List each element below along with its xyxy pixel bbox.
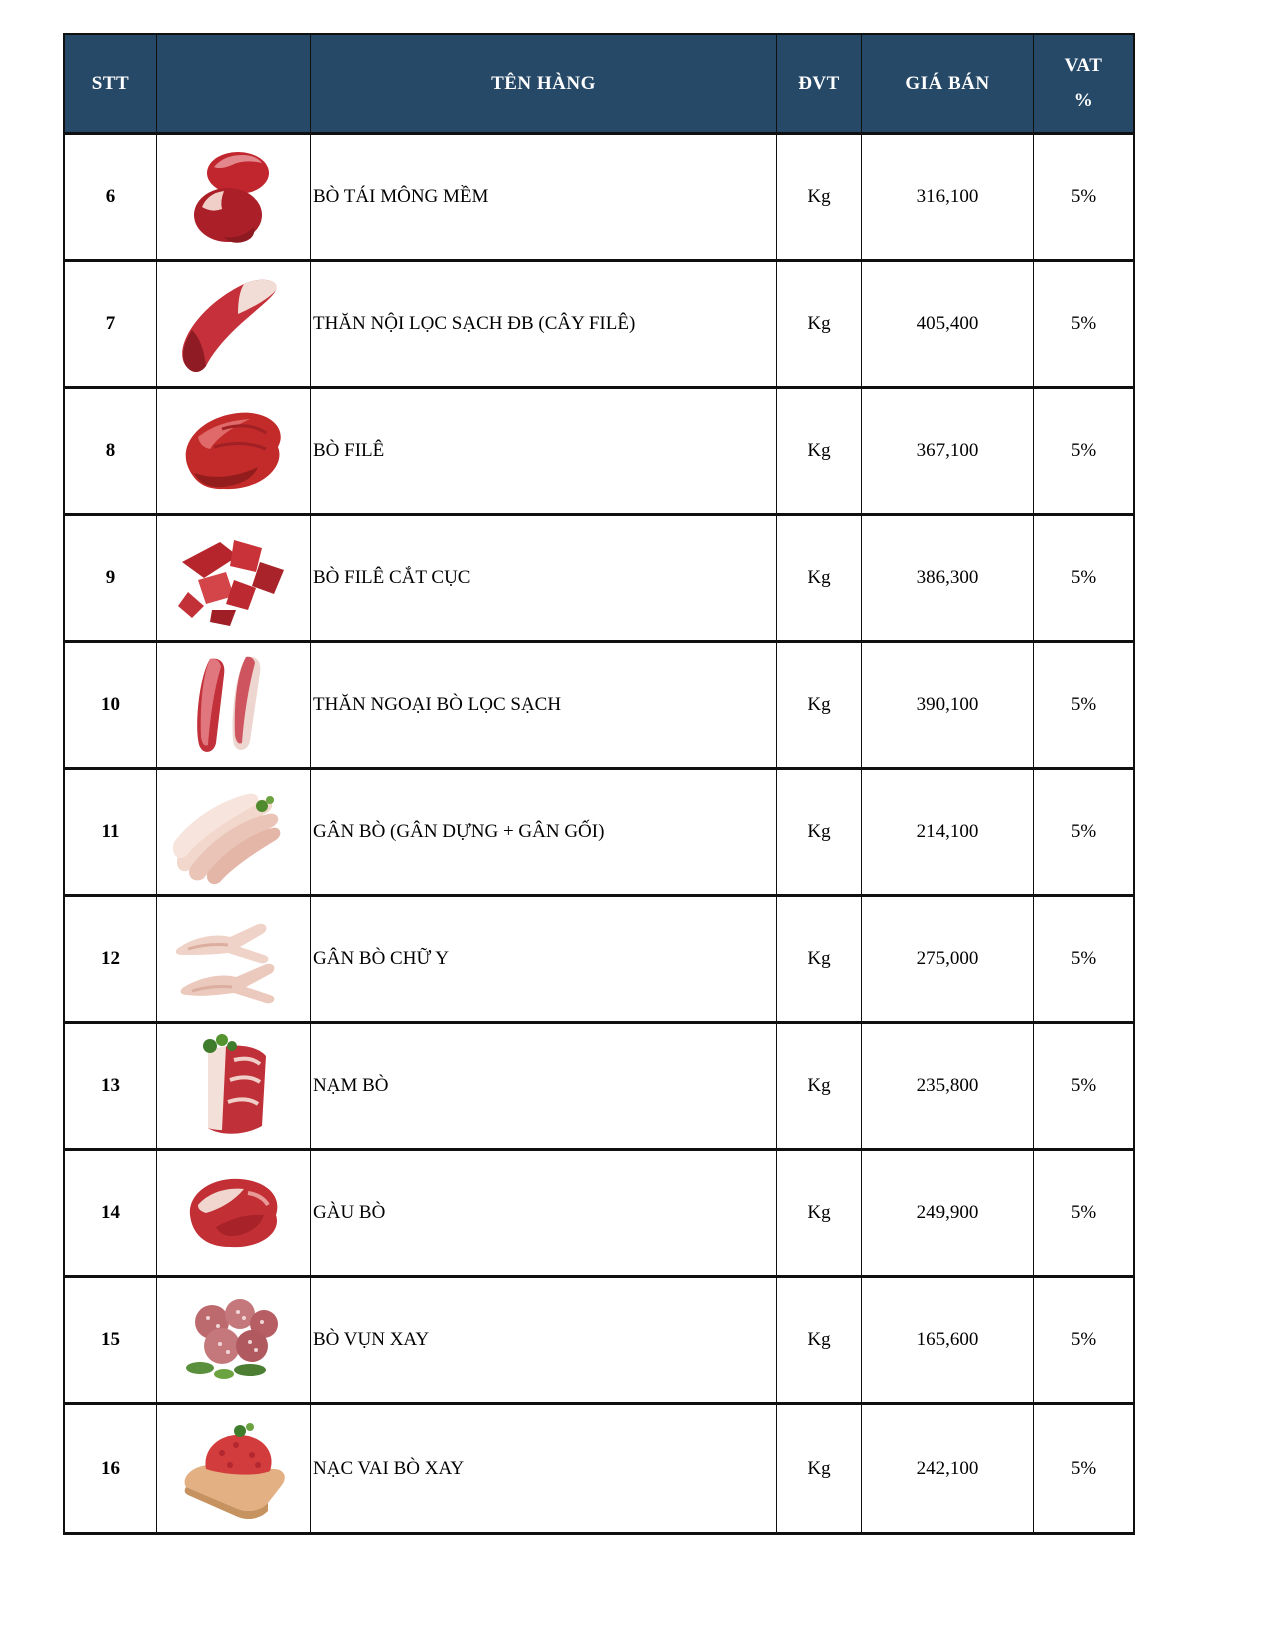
- vat-cell: 5%: [1070, 1075, 1097, 1097]
- table-row: [65, 770, 1133, 897]
- vat-cell: 5%: [1070, 948, 1097, 970]
- product-name-cell: NẠC VAI BÒ XAY: [311, 1405, 777, 1532]
- product-image-cell: [157, 1024, 311, 1148]
- product-name-cell: GÂN BÒ CHỮ Y: [311, 897, 777, 1021]
- stt-cell: 14: [65, 1151, 157, 1275]
- product-name-cell: NẠM BÒ: [311, 1024, 777, 1148]
- header-unit: ĐVT: [777, 35, 862, 132]
- vat-cell: 5%: [1070, 313, 1097, 335]
- product-name-cell: THĂN NỘI LỌC SẠCH ĐB (CÂY FILÊ): [311, 262, 777, 386]
- product-name-cell: THĂN NGOẠI BÒ LỌC SẠCH: [311, 643, 777, 767]
- vat-cell: 5%: [1070, 1329, 1097, 1351]
- product-image-cell: [157, 1151, 311, 1275]
- unit-cell: Kg: [777, 1278, 862, 1402]
- product-image-cell: [157, 1405, 311, 1532]
- stt-cell: 6: [65, 135, 157, 259]
- beef-y-tendons-photo: [164, 903, 304, 1015]
- table-header-row: [65, 35, 1133, 135]
- unit-cell: Kg: [777, 1405, 862, 1532]
- vat-cell: 5%: [1070, 821, 1097, 843]
- price-cell: 316,100: [862, 135, 1034, 259]
- beef-flank-slab-photo: [164, 1030, 304, 1142]
- table-row: [65, 1405, 1133, 1532]
- stt-cell: 7: [65, 262, 157, 386]
- price-cell: 405,400: [862, 262, 1034, 386]
- product-name-cell: GÀU BÒ: [311, 1151, 777, 1275]
- product-name-cell: BÒ TÁI MÔNG MỀM: [311, 135, 777, 259]
- price-cell: 367,100: [862, 389, 1034, 513]
- ground-beef-balls-photo: [164, 1284, 304, 1396]
- stt-cell: 12: [65, 897, 157, 1021]
- header-stt: STT: [65, 35, 157, 132]
- header-vat-line1: VAT: [1064, 55, 1103, 77]
- unit-cell: Kg: [777, 897, 862, 1021]
- price-cell: 249,900: [862, 1151, 1034, 1275]
- price-cell: 165,600: [862, 1278, 1034, 1402]
- product-name-cell: GÂN BÒ (GÂN DỰNG + GÂN GỐI): [311, 770, 777, 894]
- unit-cell: Kg: [777, 389, 862, 513]
- product-name-cell: BÒ FILÊ: [311, 389, 777, 513]
- beef-round-steak-chunks-photo: [164, 141, 304, 253]
- vat-cell: 5%: [1070, 1457, 1097, 1479]
- ground-beef-on-board-photo: [164, 1413, 304, 1525]
- vat-cell: 5%: [1070, 694, 1097, 716]
- stt-cell: 16: [65, 1405, 157, 1532]
- price-cell: 275,000: [862, 897, 1034, 1021]
- price-cell: 390,100: [862, 643, 1034, 767]
- table-row: [65, 262, 1133, 389]
- vat-cell: 5%: [1070, 186, 1097, 208]
- header-image: [157, 35, 311, 132]
- beef-brisket-photo: [164, 1157, 304, 1269]
- stt-cell: 15: [65, 1278, 157, 1402]
- vat-cell: 5%: [1070, 440, 1097, 462]
- header-vat: [1034, 35, 1133, 132]
- product-image-cell: [157, 389, 311, 513]
- beef-striploin-photo: [164, 649, 304, 761]
- product-image-cell: [157, 516, 311, 640]
- price-cell: 235,800: [862, 1024, 1034, 1148]
- table-row: [65, 643, 1133, 770]
- header-name: TÊN HÀNG: [311, 35, 777, 132]
- unit-cell: Kg: [777, 1151, 862, 1275]
- price-cell: 242,100: [862, 1405, 1034, 1532]
- product-name-cell: BÒ VỤN XAY: [311, 1278, 777, 1402]
- price-table: [63, 33, 1135, 1535]
- product-image-cell: [157, 897, 311, 1021]
- stt-cell: 10: [65, 643, 157, 767]
- product-image-cell: [157, 262, 311, 386]
- table-row: [65, 897, 1133, 1024]
- product-image-cell: [157, 643, 311, 767]
- price-cell: 386,300: [862, 516, 1034, 640]
- beef-tenderloin-photo: [164, 268, 304, 380]
- stt-cell: 13: [65, 1024, 157, 1148]
- product-image-cell: [157, 770, 311, 894]
- beef-tendon-pile-photo: [164, 776, 304, 888]
- unit-cell: Kg: [777, 516, 862, 640]
- table-row: [65, 516, 1133, 643]
- stt-cell: 8: [65, 389, 157, 513]
- header-vat-line2: %: [1073, 89, 1094, 111]
- vat-cell: 5%: [1070, 1202, 1097, 1224]
- beef-cubes-photo: [164, 522, 304, 634]
- table-row: [65, 135, 1133, 262]
- unit-cell: Kg: [777, 1024, 862, 1148]
- table-row: [65, 1024, 1133, 1151]
- product-image-cell: [157, 1278, 311, 1402]
- table-row: [65, 1151, 1133, 1278]
- header-price: GIÁ BÁN: [862, 35, 1034, 132]
- stt-cell: 9: [65, 516, 157, 640]
- beef-fillet-block-photo: [164, 395, 304, 507]
- unit-cell: Kg: [777, 262, 862, 386]
- price-cell: 214,100: [862, 770, 1034, 894]
- stt-cell: 11: [65, 770, 157, 894]
- product-name-cell: BÒ FILÊ CẮT CỤC: [311, 516, 777, 640]
- table-row: [65, 389, 1133, 516]
- unit-cell: Kg: [777, 135, 862, 259]
- vat-cell: 5%: [1070, 567, 1097, 589]
- product-image-cell: [157, 135, 311, 259]
- table-row: [65, 1278, 1133, 1405]
- unit-cell: Kg: [777, 643, 862, 767]
- unit-cell: Kg: [777, 770, 862, 894]
